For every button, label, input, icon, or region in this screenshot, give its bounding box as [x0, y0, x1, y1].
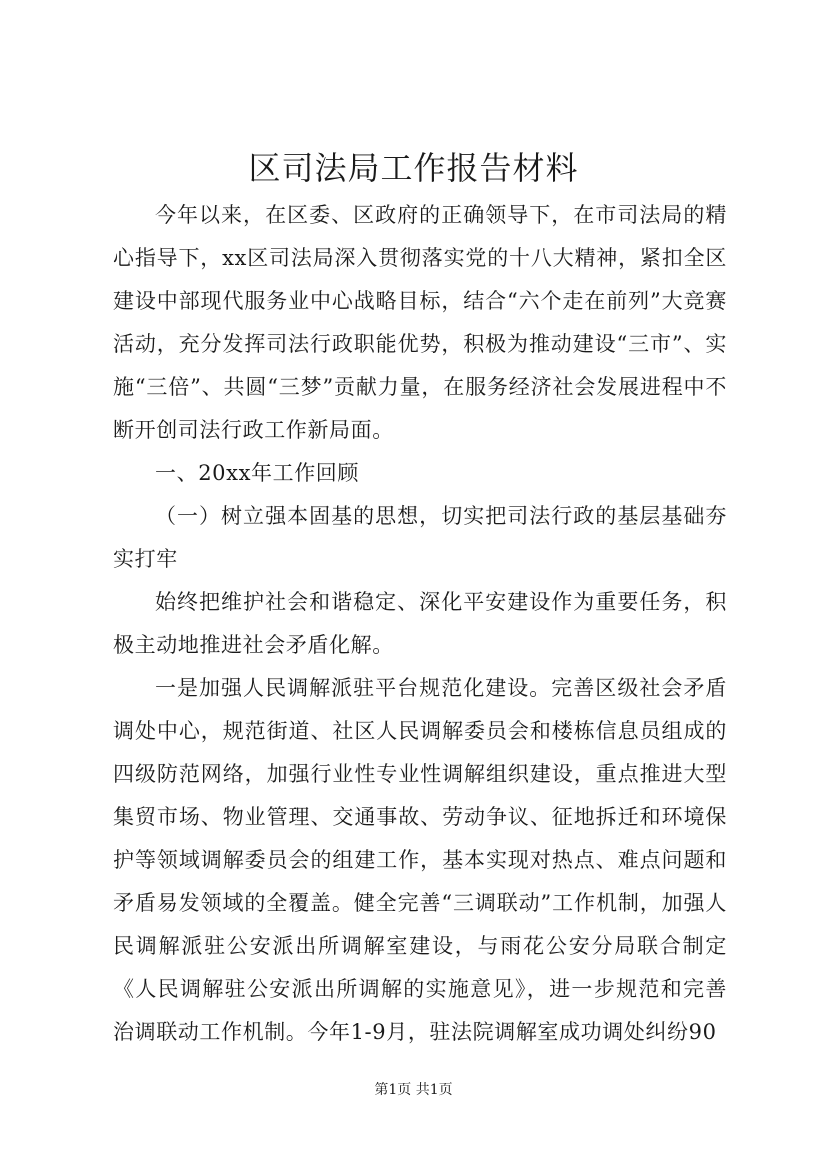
- section-heading: 一、20xx年工作回顾: [155, 461, 360, 485]
- document-body: [113, 194, 727, 1054]
- paragraph-stability: 始终把维护社会和谐稳定、深化平安建设作为重要任务，积极主动地推进社会矛盾化解。: [113, 590, 727, 657]
- page-footer: 第1页 共1页: [374, 1082, 453, 1098]
- paragraph-mediation: 一是加强人民调解派驻平台规范化建设。完善区级社会矛盾调处中心，规范街道、社区人民调解委员会和楼栋信息员组成的四级防范网络，加强行业性专业性调解组织建设，重点推进大型集贸市场、物业管理、交通事故、劳动争议、征地拆迁和环境保护等领域调解委员会的组建工作，基本实现对热点、难点问题和矛盾易发领域的全覆盖。健全完善“三调联动”工作机制，加强人民调解派驻公安派出所调解室建设，与雨花公安分局联合制定《人民调解驻公安派出所调解的实施意见》，进一步规范和完善治调联动工作机制。今年1-9月，驻法院调解室成功调处纠纷90: [113, 676, 727, 1044]
- subsection-heading: （一）树立强本固基的思想，切实把司法行政的基层基础夯实打牢: [113, 504, 727, 571]
- document-title: 区司法局工作报告材料: [248, 149, 579, 187]
- paragraph-intro: 今年以来，在区委、区政府的正确领导下，在市司法局的精心指导下，xx区司法局深入贯彻落实党的十八大精神，紧扣全区建设中部现代服务业中心战略目标，结合“六个走在前列”大竞赛活动，充分发挥司法行政职能优势，积极为推动建设“三市”、实施“三倍”、共圆“三梦”贡献力量，在服务经济社会发展进程中不断开创司法行政工作新局面。: [113, 203, 727, 442]
